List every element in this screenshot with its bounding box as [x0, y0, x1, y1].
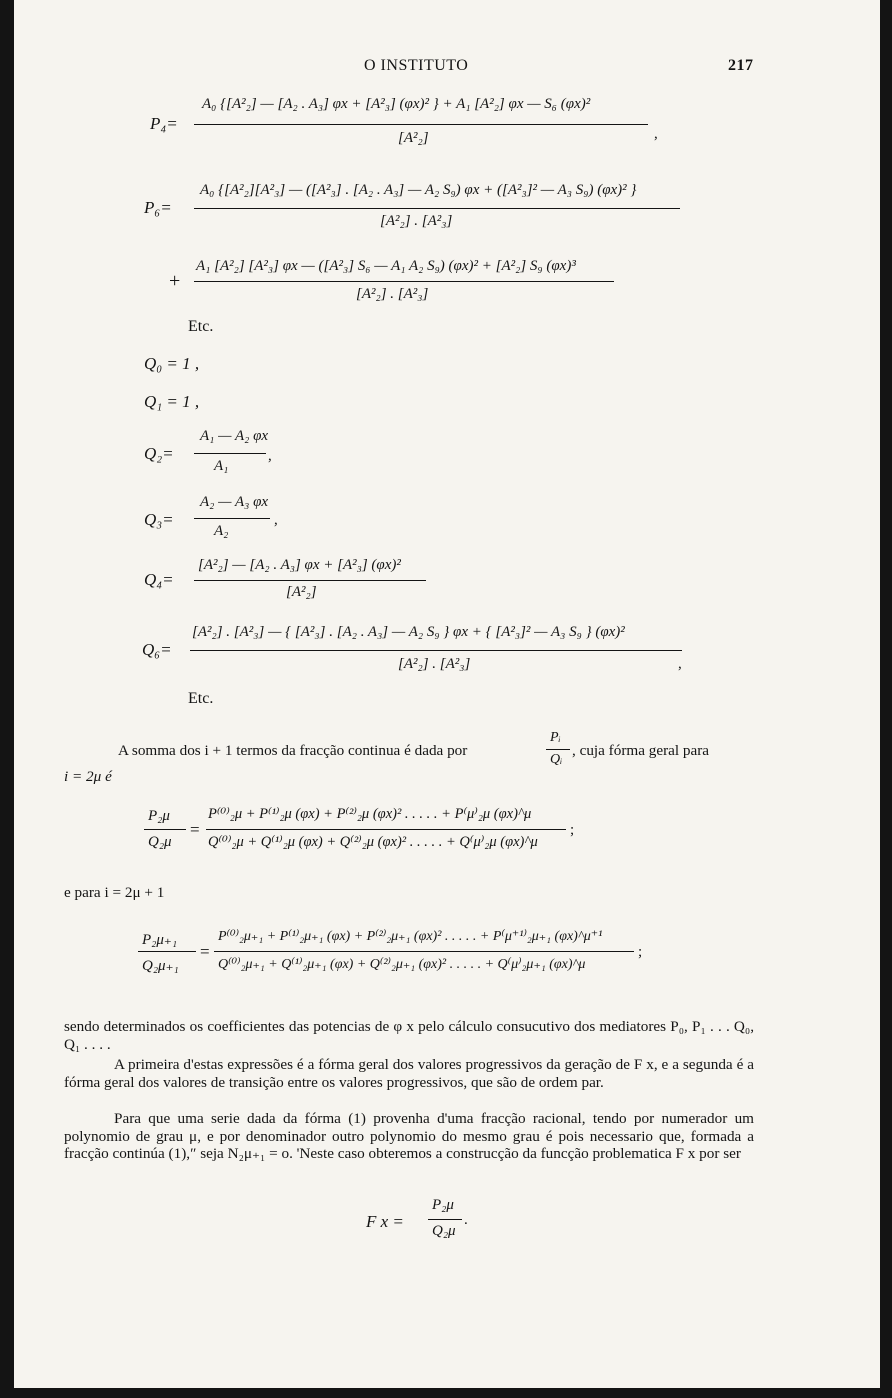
p4-numerator: A₀ {[A²₂] — [A₂ . A₃] φx + [A²₃] (φx)² } + A₁ [A²₂] φx — S₆ (φx)²	[202, 96, 591, 112]
paragraph-condition: Para que uma serie dada da fórma (1) provenha d'uma fracção racional, tendo por numerador um polynomio de grau μ, e por denominador outro polynomio do mesmo grau é pois necessario que, formada a fracção continúa (1),″ seja N₂μ₊₁ = o. 'Neste caso obteremos a construcção da funcção problematica F x por ser	[64, 1110, 754, 1163]
even-lhs-num: P₂μ	[148, 808, 170, 824]
page-number: 217	[728, 57, 754, 74]
sum-intro-text: A somma dos i + 1 termos da fracção continua é dada por	[118, 742, 468, 759]
q3-denominator: A₂	[214, 523, 229, 539]
p4-label: P₄=	[150, 114, 178, 133]
q2-label: Q₂=	[144, 444, 174, 463]
p4-tail: ,	[654, 126, 658, 142]
q2-fraction-bar	[194, 453, 266, 454]
sum-intro-condition: i = 2μ é	[64, 768, 112, 785]
journal-page	[14, 0, 880, 1388]
odd-lhs-bar	[138, 951, 196, 952]
p6-fraction-bar-2	[194, 281, 614, 282]
q3-tail: ,	[274, 512, 278, 528]
etc-2: Etc.	[188, 690, 214, 707]
sum-intro-frac-bar	[546, 749, 570, 750]
final-tail: .	[464, 1212, 468, 1228]
q6-denominator: [A²₂] . [A²₃]	[398, 656, 471, 672]
p6-numerator: A₀ {[A²₂][A²₃] — ([A²₃] . [A₂ . A₃] — A₂ S₉) φx + ([A²₃]² — A₃ S₉) (φx)² }	[200, 182, 637, 198]
sum-intro-text-b: , cuja fórma geral para	[572, 742, 710, 759]
q4-denominator: [A²₂]	[286, 584, 317, 600]
sum-intro-frac-den: Qᵢ	[550, 752, 563, 767]
q1-equation: Q₁ = 1 ,	[144, 392, 200, 411]
odd-rhs-den: Q⁽⁰⁾₂μ₊₁ + Q⁽¹⁾₂μ₊₁ (φx) + Q⁽²⁾₂μ₊₁ (φx)² . . . . . + Q⁽μ⁾₂μ₊₁ (φx)^μ	[218, 957, 586, 972]
even-rhs-bar	[206, 829, 566, 830]
p6-denominator-2: [A²₂] . [A²₃]	[356, 286, 429, 302]
odd-tail: ;	[638, 944, 643, 960]
even-rhs-den: Q⁽⁰⁾₂μ + Q⁽¹⁾₂μ (φx) + Q⁽²⁾₂μ (φx)² . . . . . + Q⁽μ⁾₂μ (φx)^μ	[208, 834, 538, 850]
odd-lhs-num: P₂μ₊₁	[142, 932, 178, 948]
p4-fraction-bar	[194, 124, 648, 125]
q2-denominator: A₁	[214, 458, 229, 474]
final-den: Q₂μ	[432, 1223, 456, 1239]
even-rhs-num: P⁽⁰⁾₂μ + P⁽¹⁾₂μ (φx) + P⁽²⁾₂μ (φx)² . . . . . + P⁽μ⁾₂μ (φx)^μ	[208, 806, 532, 822]
q6-label: Q₆=	[142, 640, 172, 659]
running-head: O INSTITUTO	[364, 57, 469, 74]
p6-plus: +	[169, 270, 181, 292]
p6-denominator: [A²₂] . [A²₃]	[380, 213, 453, 229]
paragraph-progressive: A primeira d'estas expressões é a fórma geral dos valores progressivos da geração de F x, e a segunda é a fórma geral dos valores de transição entre os valores progressivos, que são de ordem par.	[64, 1056, 754, 1091]
final-num: P₂μ	[432, 1197, 454, 1213]
p6-numerator-2: A₁ [A²₂] [A²₃] φx — ([A²₃] S₆ — A₁ A₂ S₉) (φx)² + [A²₂] S₉ (φx)³	[196, 258, 576, 274]
odd-equals: =	[200, 942, 210, 961]
q3-fraction-bar	[194, 518, 270, 519]
odd-rhs-bar	[214, 951, 634, 952]
q2-numerator: A₁ — A₂ φx	[200, 428, 269, 444]
odd-rhs-num: P⁽⁰⁾₂μ₊₁ + P⁽¹⁾₂μ₊₁ (φx) + P⁽²⁾₂μ₊₁ (φx)² . . . . . + P⁽μ⁺¹⁾₂μ₊₁ (φx)^μ⁺¹	[218, 929, 603, 944]
q6-tail: ,	[678, 656, 682, 672]
paragraph-mediators: sendo determinados os coefficientes das potencias de φ x pelo cálculo consucutivo dos mediatores P₀, P₁ . . . Q₀, Q₁ . . . .	[64, 1018, 754, 1053]
even-tail: ;	[570, 822, 575, 838]
q2-tail: ,	[268, 448, 272, 464]
even-lhs-den: Q₂μ	[148, 834, 172, 850]
p4-denominator: [A²₂]	[398, 130, 429, 146]
q3-label: Q₃=	[144, 510, 174, 529]
q4-numerator: [A²₂] — [A₂ . A₃] φx + [A²₃] (φx)²	[198, 557, 401, 573]
q0-equation: Q₀ = 1 ,	[144, 354, 200, 373]
final-bar	[428, 1219, 462, 1220]
odd-intro: e para i = 2μ + 1	[64, 884, 165, 901]
odd-lhs-den: Q₂μ₊₁	[142, 958, 179, 974]
q6-numerator: [A²₂] . [A²₃] — { [A²₃] . [A₂ . A₃] — A₂ S₉ } φx + { [A²₃]² — A₃ S₉ } (φx)²	[192, 624, 625, 640]
q6-fraction-bar	[190, 650, 682, 651]
even-lhs-bar	[144, 829, 186, 830]
etc-1: Etc.	[188, 318, 214, 335]
p6-label: P₆=	[144, 198, 172, 217]
q4-label: Q₄=	[144, 570, 174, 589]
even-equals: =	[190, 820, 200, 839]
sum-intro-frac-num: Pᵢ	[550, 730, 561, 745]
p6-fraction-bar	[194, 208, 680, 209]
q3-numerator: A₂ — A₃ φx	[200, 494, 269, 510]
q4-fraction-bar	[194, 580, 426, 581]
final-lhs: F x =	[366, 1212, 404, 1231]
